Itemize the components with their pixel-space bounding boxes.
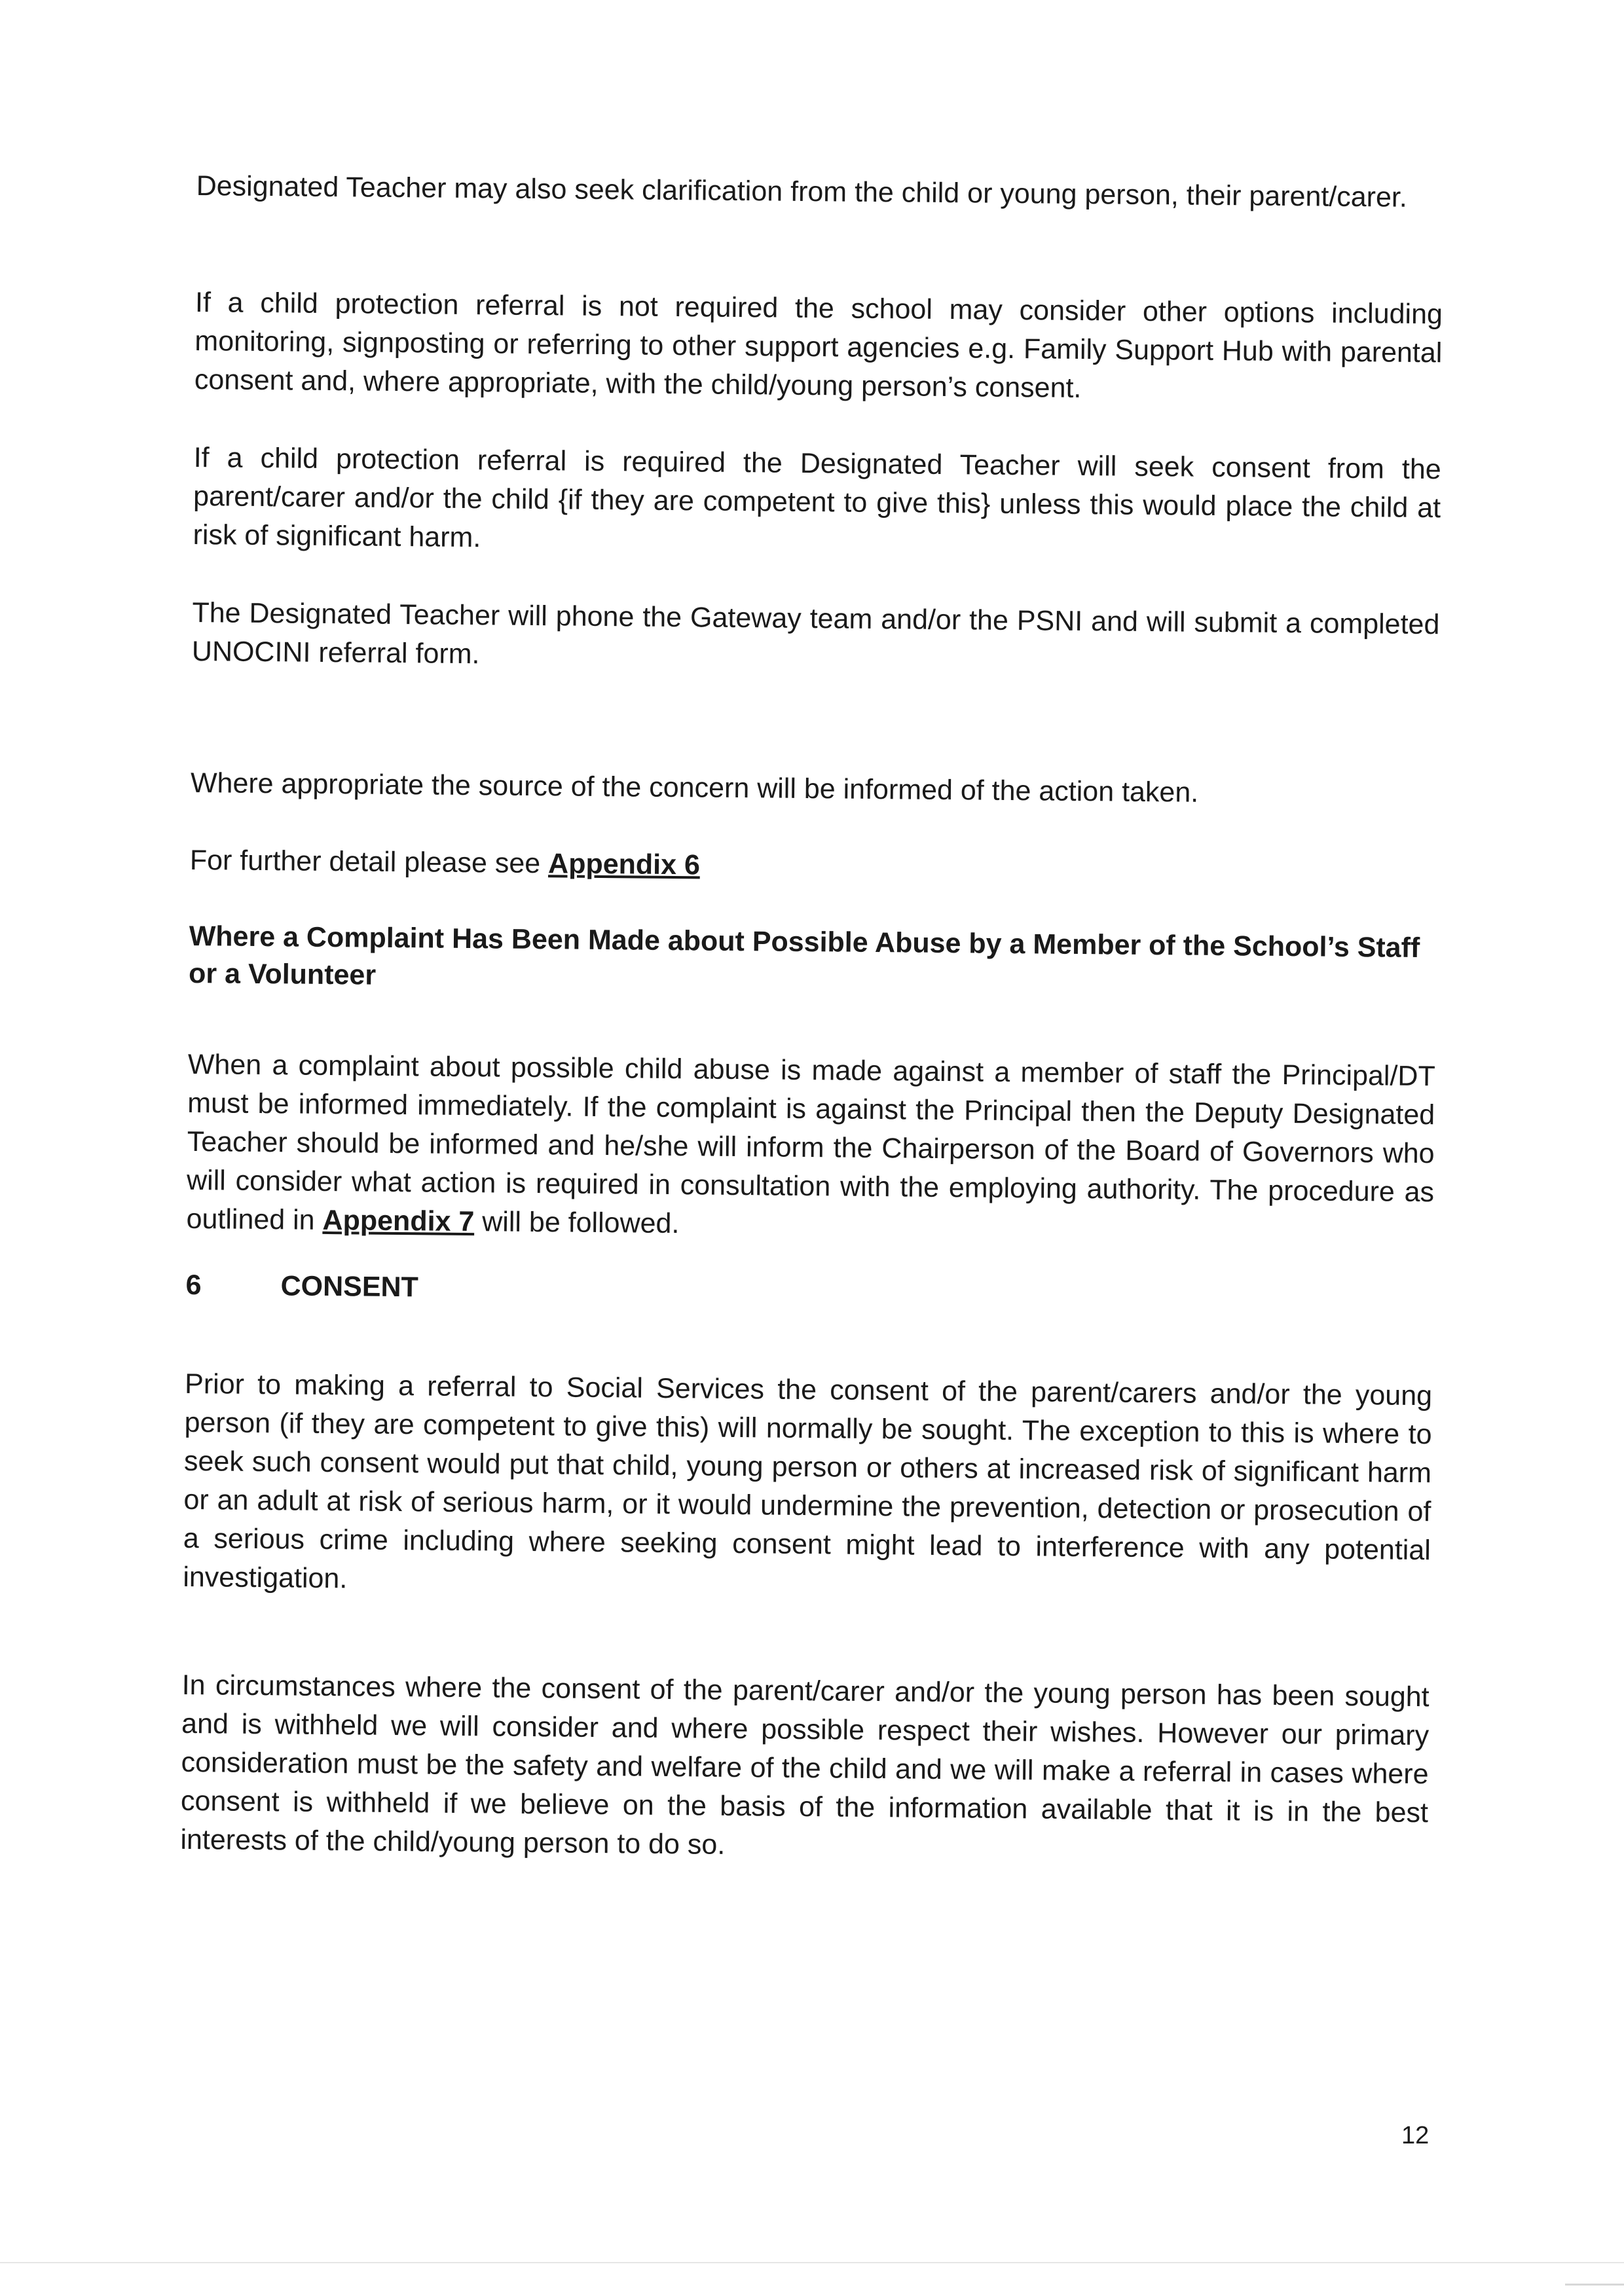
paragraph-circumstances: In circumstances where the consent of the parent/carer and/or the young person has been sought and is withheld we will consider and where possible respect their wishes. However our primary consideration must be the safety and welfare of the child and we will make a referral in cases where consent is withheld if we believe on the basis of the information available that it is in the best interests of the child/young person to do so. <box>180 1669 1430 1861</box>
page-content <box>180 167 1444 1861</box>
paragraph-clarification: Designated Teacher may also seek clarification from the child or young person, their parent/carer. <box>196 170 1408 213</box>
complaint-text: When a complaint about possible child abuse is made against a member of staff the Principal/DT must be informed immediately. If the complaint is against the Principal then the Deputy Designated Teacher should be informed and he/she will inform the Chairperson of the Board of Governors who will consider what action is required in consultation with the employing authority. The procedure as outlined in <box>186 1048 1435 1236</box>
appendix-7-link[interactable]: Appendix 7 <box>322 1204 475 1238</box>
section-heading-consent <box>185 1267 418 1306</box>
complaint-text-end: will be followed. <box>474 1206 680 1240</box>
paragraph-required: If a child protection referral is required the Designated Teacher will seek consent from the parent/carer and/or the child {if they are competent to give this} unless this would place the child at risk of significant harm. <box>193 441 1441 554</box>
paragraph-prior-referral: Prior to making a referral to Social Services the consent of the parent/carers and/or the young person (if they are competent to give this) will normally be sought. The exception to this is where to seek such consent would put that child, young person or others at increased risk of significant harm or an adult at risk of serious harm, or it would undermine the prevention, detection or prosecution of a serious crime including where seeking consent might lead to interference with any potential investigation. <box>183 1368 1433 1595</box>
paragraph-complaint <box>186 1046 1435 1250</box>
appendix-6-link[interactable]: Appendix 6 <box>547 848 701 881</box>
section-number: 6 <box>185 1269 202 1302</box>
section-title: CONSENT <box>280 1270 419 1303</box>
paragraph-source-informed: Where appropriate the source of the concern will be informed of the action taken. <box>190 767 1199 809</box>
page-number: 12 <box>1401 2122 1430 2149</box>
scan-corner-mark <box>1565 2284 1624 2286</box>
further-detail-text: For further detail please see <box>189 844 549 880</box>
paragraph-gateway: The Designated Teacher will phone the Gateway team and/or the PSNI and will submit a completed UNOCINI referral form. <box>191 596 1440 670</box>
paragraph-further-detail <box>190 841 1437 892</box>
paragraph-not-required: If a child protection referral is not required the school may consider other options including monitoring, signposting or referring to other support agencies e.g. Family Support Hub with parental consent and, where appropriate, with the child/young person’s consent. <box>194 286 1443 404</box>
scan-edge-line <box>0 2262 1624 2263</box>
complaint-heading: Where a Complaint Has Been Made about Possible Abuse by a Member of the School’s Staff or a Volunteer <box>188 920 1420 991</box>
